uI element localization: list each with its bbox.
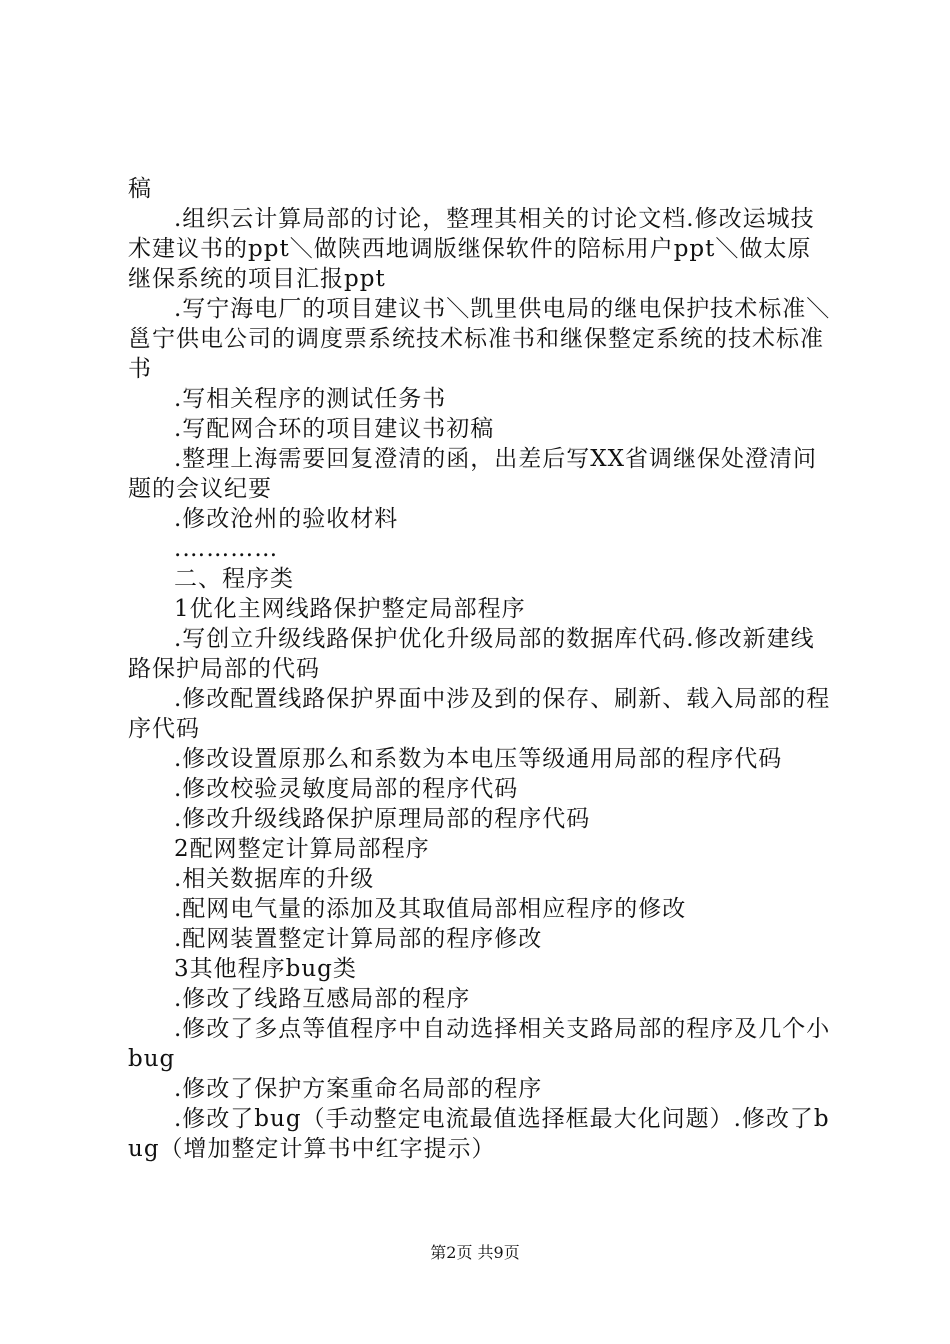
paragraph: .修改了保护方案重命名局部的程序	[174, 1076, 543, 1102]
paragraph: .修改校验灵敏度局部的程序代码	[174, 776, 519, 802]
document-body	[128, 174, 833, 1164]
subsection-heading: 3其他程序bug类	[174, 956, 357, 982]
paragraph: .组织云计算局部的讨论，整理其相关的讨论文档.修改运城技术建议书的ppt＼做陕西地调版继保软件的陪标用户ppt＼做太原继保系统的项目汇报ppt	[128, 206, 815, 292]
paragraph: .修改沧州的验收材料	[174, 506, 399, 532]
paragraph: .修改设置原那么和系数为本电压等级通用局部的程序代码	[174, 746, 783, 772]
paragraph: .修改了bug（手动整定电流最值选择框最大化问题）.修改了bug（增加整定计算书中红字提示）	[128, 1106, 830, 1162]
subsection-heading: 1优化主网线路保护整定局部程序	[174, 596, 526, 622]
paragraph: .相关数据库的升级	[174, 866, 375, 892]
paragraph: .配网装置整定计算局部的程序修改	[174, 926, 543, 952]
paragraph: .写宁海电厂的项目建议书＼凯里供电局的继电保护技术标准＼邕宁供电公司的调度票系统技术标准书和继保整定系统的技术标准书	[128, 296, 831, 382]
paragraph: .配网电气量的添加及其取值局部相应程序的修改	[174, 896, 687, 922]
paragraph: .写配网合环的项目建议书初稿	[174, 416, 495, 442]
paragraph: .修改配置线路保护界面中涉及到的保存、刷新、载入局部的程序代码	[128, 686, 831, 742]
paragraph: .修改了线路互感局部的程序	[174, 986, 471, 1012]
paragraph: .修改了多点等值程序中自动选择相关支路局部的程序及几个小bug	[128, 1016, 831, 1072]
paragraph: 稿	[128, 176, 152, 202]
page-number-footer: 第2页 共9页	[430, 1243, 520, 1262]
section-heading: 二、程序类	[174, 566, 294, 592]
paragraph: .…………	[174, 536, 279, 562]
paragraph: .整理上海需要回复澄清的函，出差后写XX省调继保处澄清问题的会议纪要	[128, 446, 818, 502]
subsection-heading: 2配网整定计算局部程序	[174, 836, 430, 862]
paragraph: .写相关程序的测试任务书	[174, 386, 447, 412]
paragraph: .修改升级线路保护原理局部的程序代码	[174, 806, 591, 832]
paragraph: .写创立升级线路保护优化升级局部的数据库代码.修改新建线路保护局部的代码	[128, 626, 815, 682]
